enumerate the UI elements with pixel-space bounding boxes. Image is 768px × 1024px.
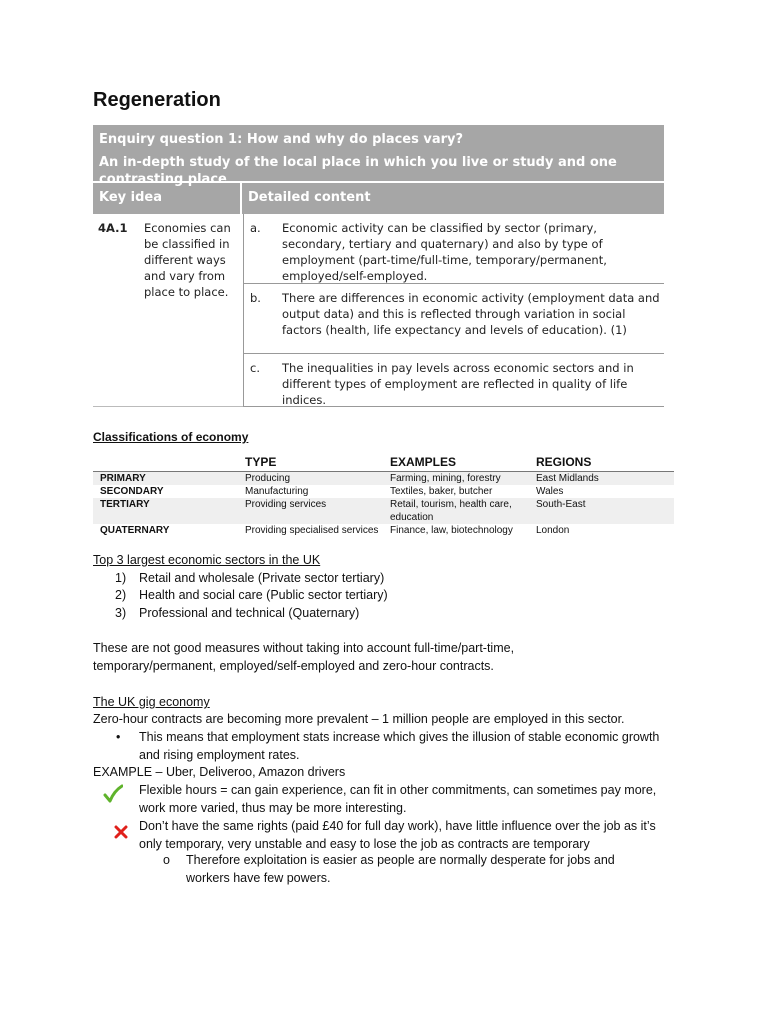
list-text: Retail and wholesale (Private sector tertiary) (139, 571, 385, 585)
examples-header: EXAMPLES (390, 455, 457, 469)
gig-intro: Zero-hour contracts are becoming more prevalent – 1 million people are employed in this sector. (93, 712, 625, 726)
spec-row (244, 284, 664, 354)
spec-header (93, 125, 664, 187)
list-item (115, 570, 384, 588)
gig-bullet: This means that employment stats increase which gives the illusion of stable economic growth and rising employment rates. (139, 730, 660, 762)
sector-region: East Midlands (536, 473, 599, 484)
detailed-content-header: Detailed content (248, 190, 371, 205)
sector-name: PRIMARY (100, 473, 146, 484)
key-idea-header: Key idea (93, 183, 242, 214)
gig-heading: The UK gig economy (93, 695, 210, 709)
measures-note: These are not good measures without taking into account full-time/part-time, temporary/permanent, employed/self-employed and zero-hour contracts. (93, 641, 515, 673)
key-idea-text: Economies can be classified in different ways and vary from place to place. (144, 221, 231, 299)
sector-examples: Finance, law, biotechnology (390, 525, 513, 536)
table-row (93, 485, 674, 498)
list-item (115, 587, 388, 605)
regions-header: REGIONS (536, 455, 592, 469)
table-row (93, 498, 674, 524)
list-text: Health and social care (Public sector tertiary) (139, 588, 388, 602)
pro-text: Flexible hours = can gain experience, can fit in other commitments, can sometimes pay more, work more varied, thus may be more interesting. (139, 783, 657, 815)
list-number: 3) (115, 606, 127, 620)
spec-column-headers (93, 183, 664, 214)
spec-row-text: Economic activity can be classified by sector (primary, secondary, tertiary and quaternary) and also by type of employment (part-time/full-time, temporary/permanent, employed/self-employed. (282, 221, 607, 283)
page-title: Regeneration (93, 89, 221, 111)
key-idea-cell (93, 214, 243, 407)
list-item (115, 605, 359, 623)
sector-type: Manufacturing (245, 486, 309, 497)
sub-bullet-marker: o (163, 853, 170, 867)
sector-region: Wales (536, 486, 564, 497)
sector-type: Providing specialised services (245, 525, 379, 536)
list-number: 1) (115, 571, 127, 585)
list-number: 2) (115, 588, 127, 602)
spec-row (244, 214, 664, 284)
sector-region: South-East (536, 499, 586, 510)
detailed-content-cell (243, 214, 664, 407)
classification-header-row (93, 455, 674, 472)
key-idea-code: 4A.1 (98, 221, 128, 235)
sector-name: TERTIARY (100, 499, 150, 510)
sector-type: Producing (245, 473, 291, 484)
con-sub-text: Therefore exploitation is easier as people are normally desperate for jobs and workers have few powers. (186, 853, 615, 885)
top3-heading: Top 3 largest economic sectors in the UK (93, 553, 321, 567)
sector-examples: Farming, mining, forestry (390, 473, 501, 484)
spec-body (93, 214, 664, 407)
spec-row-text: The inequalities in pay levels across economic sectors and in different types of employment are reflected in quality of life indices. (282, 361, 634, 407)
cross-icon (113, 824, 129, 840)
sector-name: QUATERNARY (100, 525, 170, 536)
enquiry-question: Enquiry question 1: How and why do places vary? (99, 132, 464, 147)
spec-row-text: There are differences in economic activity (employment data and output data) and this is reflected through variation in social factors (health, life expectancy and levels of education). (1) (282, 291, 660, 337)
sector-examples: Retail, tourism, health care, education (390, 499, 512, 523)
study-description: An in-depth study of the local place in which you live or study and one contrasting place (99, 155, 617, 187)
spec-row-label: a. (250, 221, 261, 235)
specification-table (93, 125, 664, 407)
sector-region: London (536, 525, 570, 536)
sector-type: Providing services (245, 499, 327, 510)
spec-row-label: c. (250, 361, 260, 375)
example-line: EXAMPLE – Uber, Deliveroo, Amazon drivers (93, 765, 346, 779)
table-row (93, 524, 674, 537)
bullet-marker: • (116, 730, 121, 744)
spec-row-label: b. (250, 291, 261, 305)
classifications-heading: Classifications of economy (93, 430, 249, 444)
con-text: Don’t have the same rights (paid £40 for full day work), have little influence over the job as it’s only temporary, very unstable and easy to lose the job as contracts are temporary (139, 819, 656, 851)
list-text: Professional and technical (Quaternary) (139, 606, 360, 620)
classification-table (93, 455, 674, 537)
sector-examples: Textiles, baker, butcher (390, 486, 493, 497)
spec-row (244, 354, 664, 407)
table-row (93, 472, 674, 485)
check-icon (103, 784, 123, 804)
type-header: TYPE (245, 455, 277, 469)
sector-name: SECONDARY (100, 486, 164, 497)
